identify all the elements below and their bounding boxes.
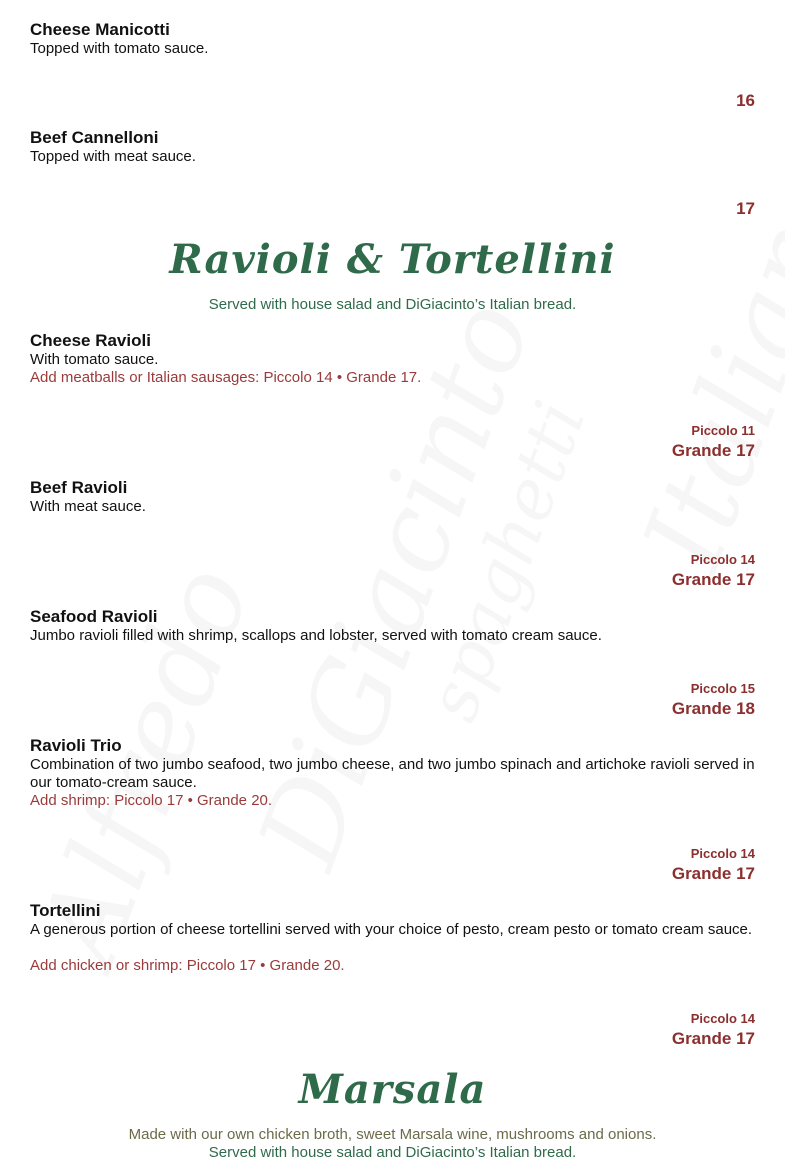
menu-item-addon: Add meatballs or Italian sausages: Piccolo 14 • Grande 17.	[30, 369, 422, 386]
price-piccolo: Piccolo 15	[690, 681, 755, 696]
section-subtitle: Served with house salad and DiGiacinto’s Italian bread.	[208, 1144, 577, 1161]
menu-item-description: Jumbo ravioli filled with shrimp, scallops and lobster, served with tomato cream sauce.	[30, 627, 602, 644]
menu-item-addon: Add shrimp: Piccolo 17 • Grande 20.	[30, 792, 273, 809]
menu-item-name: Tortellini	[30, 901, 101, 920]
price-grande: Grande 17	[671, 441, 755, 460]
menu-item-price: 16	[736, 91, 755, 110]
section-title: Ravioli & Tortellini	[169, 236, 616, 283]
menu-item-name: Ravioli Trio	[30, 736, 122, 755]
price-grande: Grande 17	[671, 864, 755, 883]
menu-item-description: Topped with tomato sauce.	[30, 40, 209, 57]
section-title: Marsala	[298, 1066, 487, 1113]
menu-item-description: A generous portion of cheese tortellini served with your choice of pesto, cream pesto or tomato cream sauce.	[30, 921, 753, 938]
menu-item-price: 17	[736, 199, 755, 218]
price-grande: Grande 17	[671, 570, 755, 589]
section-subtitle: Served with house salad and DiGiacinto’s Italian bread.	[208, 296, 577, 313]
menu-item-name: Cheese Ravioli	[30, 331, 151, 350]
price-piccolo: Piccolo 14	[690, 846, 755, 861]
section-subtitle: Made with our own chicken broth, sweet Marsala wine, mushrooms and onions.	[128, 1126, 657, 1143]
watermark	[411, 391, 602, 731]
price-piccolo: Piccolo 14	[690, 552, 755, 567]
menu-item-description: With meat sauce.	[30, 498, 146, 515]
menu-item-addon: Add chicken or shrimp: Piccolo 17 • Grande 20.	[30, 957, 345, 974]
price-grande: Grande 17	[671, 1029, 755, 1048]
menu-item-name: Beef Ravioli	[30, 478, 128, 497]
price-grande: Grande 18	[671, 699, 755, 718]
menu-item-description: Topped with meat sauce.	[30, 148, 196, 165]
menu-item-name: Beef Cannelloni	[30, 128, 159, 147]
menu-item-name: Seafood Ravioli	[30, 607, 158, 626]
price-piccolo: Piccolo 11	[691, 423, 755, 438]
price-piccolo: Piccolo 14	[690, 1011, 755, 1026]
menu-item-name: Cheese Manicotti	[30, 20, 170, 39]
menu-item-description: Combination of two jumbo seafood, two jumbo cheese, and two jumbo spinach and artichoke ravioli served in our tomato-cream sauce.	[30, 756, 755, 791]
menu-item-description: With tomato sauce.	[30, 351, 159, 368]
